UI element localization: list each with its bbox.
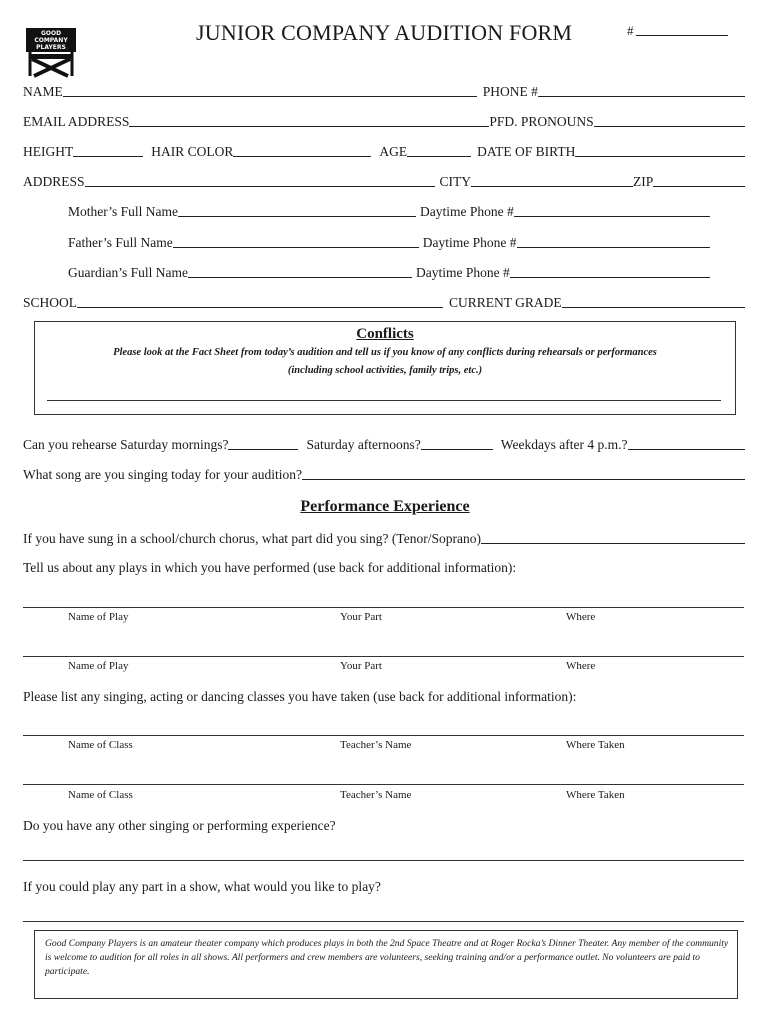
row-name-phone xyxy=(23,82,745,100)
conflicts-box xyxy=(34,321,736,415)
phone-field[interactable] xyxy=(538,83,745,97)
class-2-where-caption: Where Taken xyxy=(566,789,625,801)
age-label: AGE xyxy=(379,144,408,159)
hair-color-label: HAIR COLOR xyxy=(151,144,234,159)
weekdays-field[interactable] xyxy=(628,436,745,450)
class-2-name-caption: Name of Class xyxy=(68,789,133,801)
father-name-field[interactable] xyxy=(173,234,419,248)
school-label: SCHOOL xyxy=(23,295,78,310)
conflicts-line-2: (including school activities, family trips, etc.) xyxy=(287,365,483,376)
age-field[interactable] xyxy=(407,143,471,157)
dream-part-prompt: If you could play any part in a show, what would you like to play? xyxy=(23,879,381,894)
city-label: CITY xyxy=(439,174,472,189)
row-mother xyxy=(68,202,710,220)
other-experience-field[interactable] xyxy=(23,860,744,861)
dream-part-field[interactable] xyxy=(23,921,744,922)
play-2-name-caption: Name of Play xyxy=(68,660,129,672)
class-1-teacher-caption: Teacher’s Name xyxy=(340,739,412,751)
dob-label: DATE OF BIRTH xyxy=(477,144,576,159)
name-field[interactable] xyxy=(63,83,477,97)
mother-label: Mother’s Full Name xyxy=(68,204,178,219)
sat-afternoon-label: Saturday afternoons? xyxy=(306,437,421,452)
chorus-field[interactable] xyxy=(481,530,745,544)
footer-notice-box xyxy=(34,930,738,999)
row-address xyxy=(23,172,745,190)
sat-morning-field[interactable] xyxy=(228,436,298,450)
sat-morning-label: Can you rehearse Saturday mornings? xyxy=(23,437,229,452)
height-field[interactable] xyxy=(73,143,143,157)
row-availability xyxy=(23,435,745,453)
play-2-field[interactable] xyxy=(23,656,744,657)
class-1-name-caption: Name of Class xyxy=(68,739,133,751)
row-song xyxy=(23,465,745,483)
mother-phone-label: Daytime Phone # xyxy=(420,204,514,219)
guardian-phone-field[interactable] xyxy=(510,264,710,278)
form-number xyxy=(627,22,728,39)
director-chair-icon xyxy=(24,24,78,78)
zip-field[interactable] xyxy=(653,173,745,187)
footer-notice-text: Good Company Players is an amateur theater company which produces plays in both the 2nd Space Theatre and at Roger Rocka’s Dinner Theater. Any member of the community is welcome to audition for all roles in all shows. All performers and crew members are volunteers, seeking training and/or a performance outlet. No volunteers are paid to participate. xyxy=(45,938,729,977)
mother-phone-field[interactable] xyxy=(514,203,710,217)
other-experience-prompt: Do you have any other singing or performing experience? xyxy=(23,818,336,833)
class-1-field[interactable] xyxy=(23,735,744,736)
city-field[interactable] xyxy=(471,173,633,187)
hair-color-field[interactable] xyxy=(233,143,371,157)
play-2-part-caption: Your Part xyxy=(340,660,382,672)
conflicts-line-1: Please look at the Fact Sheet from today’s audition and tell us if you know of any conflicts during rehearsals or performances xyxy=(113,347,657,358)
play-2-where-caption: Where xyxy=(566,660,596,672)
row-father xyxy=(68,233,710,251)
company-logo xyxy=(24,24,78,78)
guardian-label: Guardian’s Full Name xyxy=(68,265,188,280)
email-label: EMAIL ADDRESS xyxy=(23,114,130,129)
row-guardian xyxy=(68,263,710,281)
father-label: Father’s Full Name xyxy=(68,235,173,250)
sat-afternoon-field[interactable] xyxy=(421,436,493,450)
form-number-label: # xyxy=(627,23,634,38)
play-1-where-caption: Where xyxy=(566,611,596,623)
height-label: HEIGHT xyxy=(23,144,74,159)
page-title: JUNIOR COMPANY AUDITION FORM xyxy=(196,20,573,45)
class-1-where-caption: Where Taken xyxy=(566,739,625,751)
class-2-teacher-caption: Teacher’s Name xyxy=(340,789,412,801)
address-label: ADDRESS xyxy=(23,174,85,189)
form-number-field[interactable] xyxy=(636,22,728,36)
pronouns-field[interactable] xyxy=(594,113,745,127)
pronouns-label: PFD. PRONOUNS xyxy=(489,114,594,129)
name-label: NAME xyxy=(23,84,63,99)
conflicts-instructions xyxy=(41,344,729,380)
grade-field[interactable] xyxy=(562,294,745,308)
song-field[interactable] xyxy=(302,466,745,480)
zip-label: ZIP xyxy=(633,174,654,189)
conflicts-title: Conflicts xyxy=(356,326,414,342)
grade-label: CURRENT GRADE xyxy=(449,295,562,310)
performance-experience-title: Performance Experience xyxy=(300,498,470,515)
logo-text-good: GOOD xyxy=(40,30,62,37)
class-2-field[interactable] xyxy=(23,784,744,785)
logo-text-company: COMPANY xyxy=(34,37,68,44)
weekdays-label: Weekdays after 4 p.m.? xyxy=(500,437,628,452)
phone-label: PHONE # xyxy=(482,84,538,99)
row-email-pronouns xyxy=(23,112,745,130)
chorus-label: If you have sung in a school/church chorus, what part did you sing? (Tenor/Soprano) xyxy=(23,531,481,546)
conflicts-field[interactable] xyxy=(47,400,721,401)
row-chorus xyxy=(23,529,745,547)
mother-name-field[interactable] xyxy=(178,203,416,217)
dob-field[interactable] xyxy=(575,143,745,157)
school-field[interactable] xyxy=(77,294,443,308)
plays-prompt: Tell us about any plays in which you have performed (use back for additional information): xyxy=(23,560,517,575)
play-1-name-caption: Name of Play xyxy=(68,611,129,623)
guardian-phone-label: Daytime Phone # xyxy=(415,265,510,280)
address-field[interactable] xyxy=(85,173,435,187)
play-1-field[interactable] xyxy=(23,607,744,608)
father-phone-label: Daytime Phone # xyxy=(422,235,517,250)
song-label: What song are you singing today for your audition? xyxy=(23,467,302,482)
father-phone-field[interactable] xyxy=(517,234,711,248)
guardian-name-field[interactable] xyxy=(188,264,412,278)
row-school xyxy=(23,293,745,311)
classes-prompt: Please list any singing, acting or dancing classes you have taken (use back for additional information): xyxy=(23,689,577,704)
email-field[interactable] xyxy=(129,113,489,127)
logo-text-players: PLAYERS xyxy=(36,44,66,51)
row-height-hair-age-dob xyxy=(23,142,745,160)
play-1-part-caption: Your Part xyxy=(340,611,382,623)
